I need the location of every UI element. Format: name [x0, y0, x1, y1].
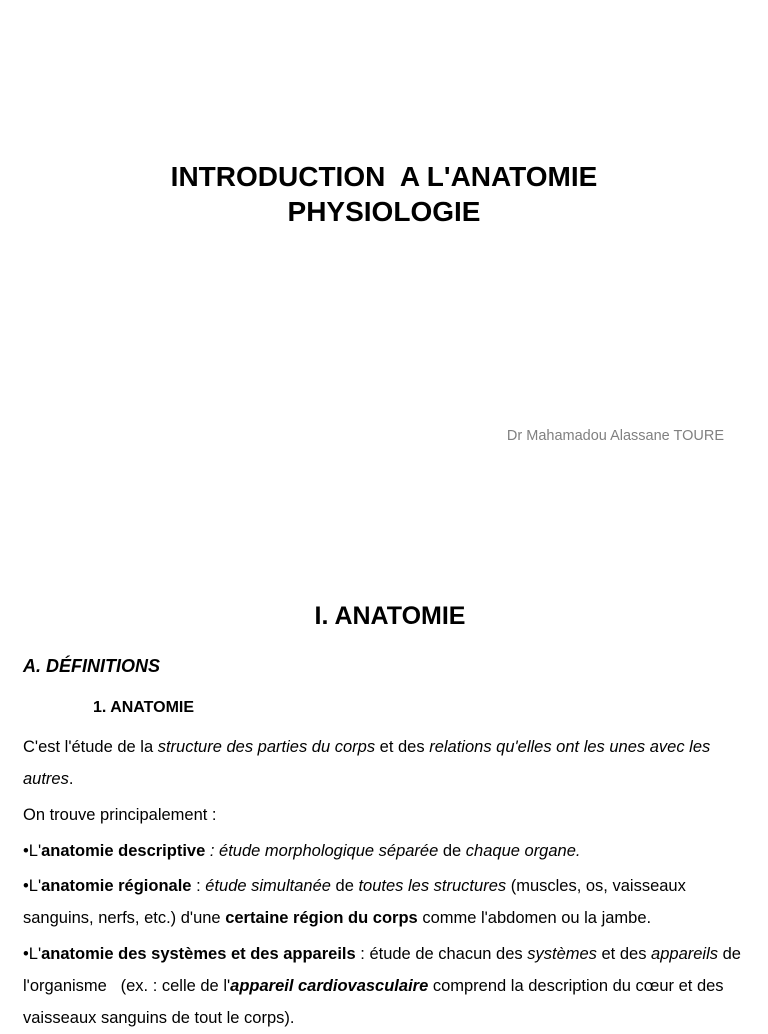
text-run-bold-italic: appareil cardiovasculaire — [230, 977, 429, 995]
paragraph-intro-list: On trouve principalement : — [23, 806, 217, 824]
text-run-bold: certaine région du corps — [225, 909, 418, 927]
text-run: de l'organisme (ex. : celle de l' — [23, 945, 746, 995]
document-title-line-1: INTRODUCTION A L'ANATOMIE — [170, 161, 598, 192]
document-title-line-2: PHYSIOLOGIE — [287, 196, 481, 227]
text-run: C'est l'étude de la — [23, 738, 158, 756]
bullet-item-regional — [23, 870, 743, 934]
text-run-italic: toutes les structures — [358, 877, 507, 895]
text-run: . — [68, 770, 74, 788]
text-run-bold: anatomie descriptive — [41, 842, 206, 860]
section-heading: I. ANATOMIE — [314, 602, 466, 630]
text-run: comprend la description du cœur et des vaisseaux sanguins de tout le corps). — [23, 977, 729, 1027]
text-run-bold: anatomie régionale — [41, 877, 192, 895]
text-run: de — [438, 842, 466, 860]
text-run-italic: étude simultanée — [205, 877, 331, 895]
text-run-italic: relations qu'elles ont les unes avec les autres — [23, 738, 715, 788]
text-run-italic: systèmes — [527, 945, 597, 963]
text-run: (muscles, os, vaisseaux sanguins, nerfs, etc.) d'une — [23, 877, 691, 927]
text-run: et des — [375, 738, 430, 756]
text-run: : — [191, 877, 206, 895]
text-run-italic: chaque organe. — [465, 842, 581, 860]
text-run: et des — [596, 945, 652, 963]
text-run: de — [330, 877, 359, 895]
text-run: •L' — [23, 945, 42, 963]
subsection-heading: A. DÉFINITIONS — [23, 656, 161, 676]
text-run-italic: : étude morphologique séparée — [205, 842, 439, 860]
bullet-item-systems — [23, 938, 746, 1034]
text-run-italic: appareils — [651, 945, 719, 963]
paragraph-definition — [23, 731, 743, 795]
text-run: •L' — [23, 877, 42, 895]
text-run: : étude de chacun des — [355, 945, 528, 963]
text-run: •L' — [23, 842, 42, 860]
author-name: Dr Mahamadou Alassane TOURE — [506, 428, 724, 444]
subsubsection-heading: 1. ANATOMIE — [93, 699, 195, 716]
bullet-item-descriptive — [23, 835, 743, 867]
text-run-italic: structure des parties du corps — [157, 738, 376, 756]
text-run-bold: anatomie des systèmes et des appareils — [41, 945, 356, 963]
text-run: comme l'abdomen ou la jambe. — [417, 909, 652, 927]
